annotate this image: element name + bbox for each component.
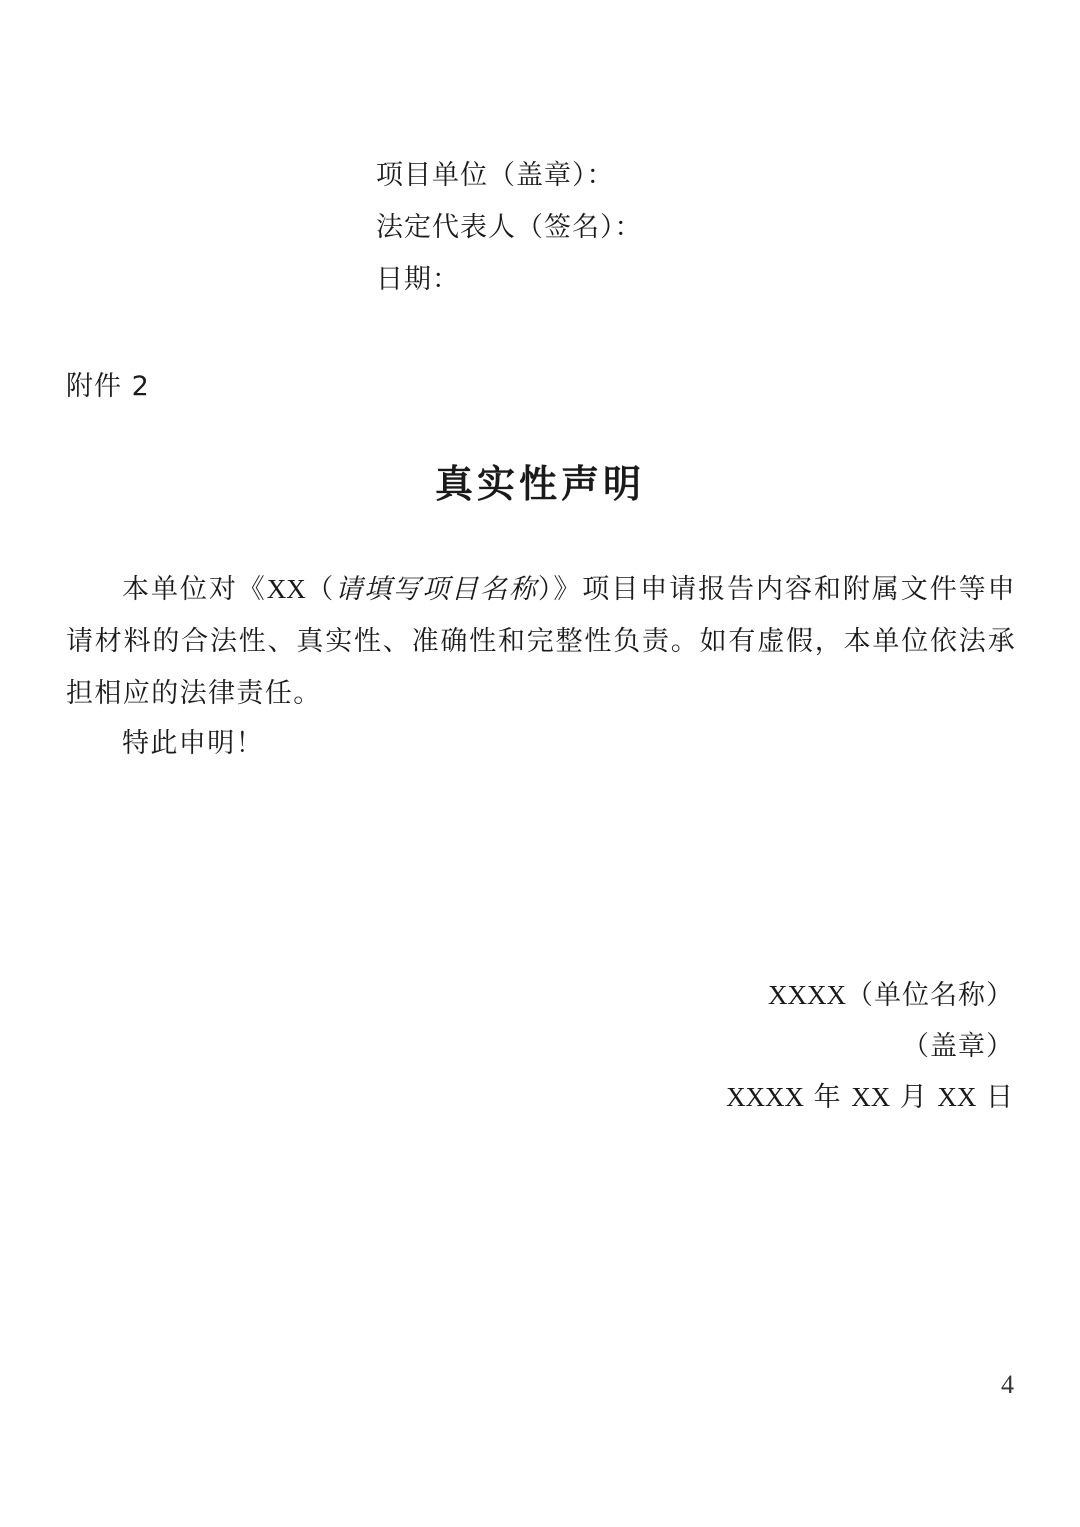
unit-name-line	[726, 970, 1014, 1021]
month-placeholder: XX	[851, 1082, 891, 1112]
paragraph-text-rest: ）》项目申请报告内容和附属文件等申请材料的合法性、真实性、准确性和完整性负责。如有虚假，本单位依法承担相应的法律责任。	[66, 574, 1016, 709]
attachment-label: 附件 2	[66, 371, 150, 402]
year-unit: 年	[804, 1082, 852, 1113]
page-number: 4	[1001, 1370, 1014, 1399]
day-unit: 日	[976, 1082, 1014, 1113]
day-placeholder: XX	[937, 1082, 977, 1112]
document-title: 真实性声明	[434, 462, 645, 506]
unit-placeholder-xxxx: XXXX	[768, 980, 846, 1010]
project-unit-seal-label: 项目单位（盖章）：	[376, 160, 615, 191]
project-placeholder-xx: XX	[266, 574, 306, 604]
year-placeholder: XXXX	[726, 1082, 805, 1112]
project-name-instruction: 请填写项目名称	[335, 574, 538, 605]
paragraph-text-start: 本单位对《	[122, 574, 267, 605]
signature-block-top	[376, 150, 643, 306]
seal-line: （盖章）	[902, 1031, 1014, 1062]
unit-name-label: （单位名称）	[846, 980, 1014, 1011]
signature-block-bottom	[726, 970, 1014, 1123]
date-line	[726, 1072, 1014, 1123]
declaration-paragraph	[66, 563, 1016, 720]
legal-representative-label: 法定代表人（签名）：	[376, 212, 643, 243]
paren-open: （	[305, 574, 336, 605]
closing-statement: 特此申明！	[122, 728, 264, 759]
month-unit: 月	[890, 1082, 938, 1113]
date-label: 日期：	[376, 264, 460, 295]
